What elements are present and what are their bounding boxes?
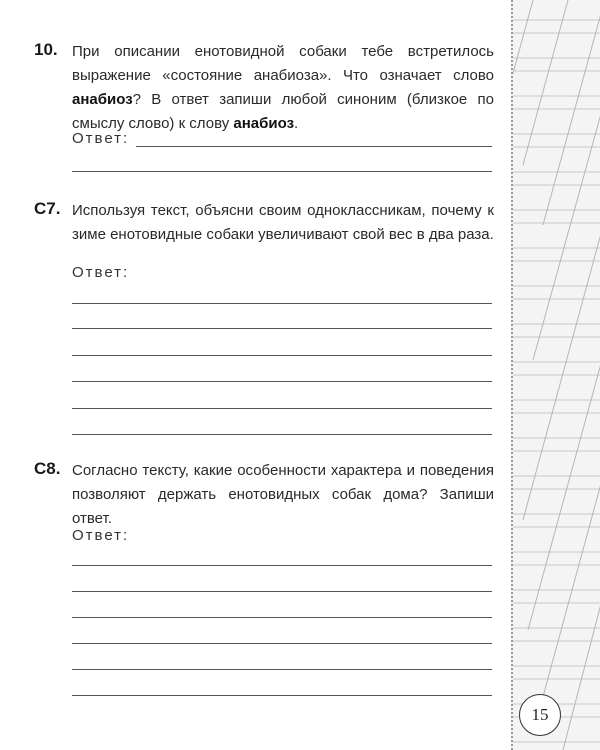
answer-line[interactable]	[72, 381, 492, 382]
answer-label: Ответ:	[72, 527, 130, 544]
answer-line[interactable]	[72, 355, 492, 356]
task-number: С8.	[34, 459, 61, 478]
task-10	[34, 40, 494, 136]
task-c7	[34, 199, 494, 247]
task-question: Согласно тексту, какие особенности характера и поведения позволяют держать енотовидных собак дома? Запиши ответ.	[72, 462, 494, 527]
answer-line[interactable]	[72, 591, 492, 592]
bold-term: анабиоз	[72, 91, 133, 108]
answer-line[interactable]	[72, 565, 492, 566]
answer-line[interactable]	[72, 617, 492, 618]
margin-guide-lines	[513, 0, 600, 750]
answer-line[interactable]	[72, 434, 492, 435]
answer-line[interactable]	[72, 695, 492, 696]
question-text: ? В ответ запиши любой синоним (близкое по смыслу слово) к слову	[72, 91, 494, 132]
answer-label: Ответ:	[72, 264, 130, 281]
answer-label: Ответ:	[72, 130, 130, 147]
question-text: При описании енотовидной собаки тебе встретилось выражение «состояние анабиоза». Что означает слово	[72, 43, 494, 84]
bold-term: анабиоз	[233, 115, 295, 132]
answer-line[interactable]	[136, 146, 492, 147]
page-number: 15	[519, 694, 561, 736]
answer-line[interactable]	[72, 643, 492, 644]
answer-line[interactable]	[72, 328, 492, 329]
task-question: Используя текст, объясни своим одноклассникам, почему к зиме енотовидные собаки увеличивают свой вес в два раза.	[72, 202, 494, 243]
answer-line[interactable]	[72, 171, 492, 172]
answer-line[interactable]	[72, 408, 492, 409]
task-number: С7.	[34, 199, 61, 218]
task-c8	[34, 459, 494, 531]
answer-line[interactable]	[72, 669, 492, 670]
question-text: .	[294, 115, 299, 132]
task-number: 10.	[34, 40, 58, 59]
task-question	[72, 40, 494, 136]
margin-guide-strip	[511, 0, 600, 750]
answer-line[interactable]	[72, 303, 492, 304]
